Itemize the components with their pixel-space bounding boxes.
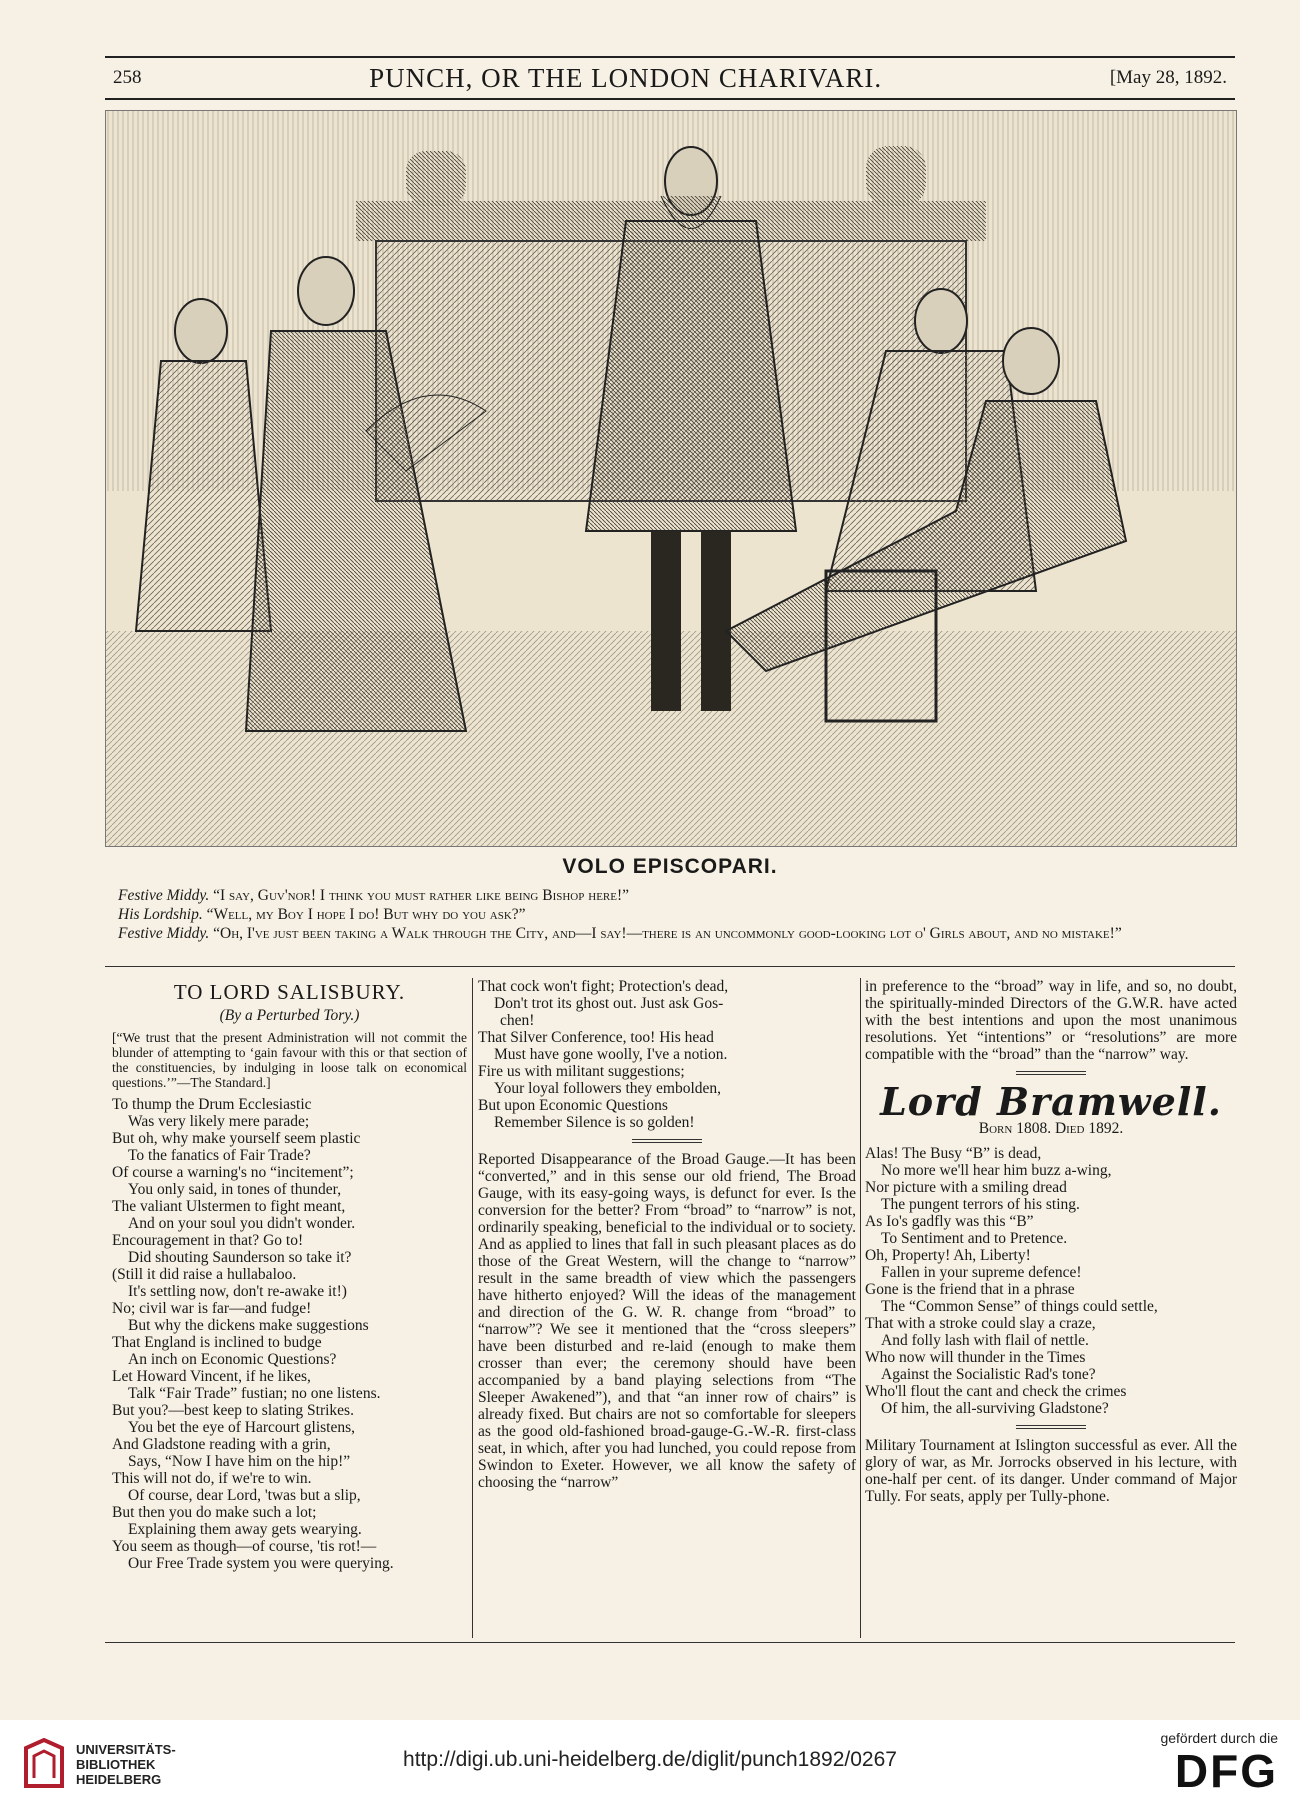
verse-line: Who now will thunder in the Times bbox=[865, 1349, 1086, 1366]
dialogue-line bbox=[118, 905, 1223, 924]
obituary-dates: Born 1808. Died 1892. bbox=[978, 1120, 1124, 1137]
verse-line: Did shouting Saunderson so take it? bbox=[128, 1249, 352, 1266]
library-name-line: BIBLIOTHEK bbox=[76, 1756, 156, 1772]
verse-line: Gone is the friend that in a phrase bbox=[865, 1281, 1075, 1298]
verse-line: Your loyal followers they embolden, bbox=[494, 1080, 722, 1097]
digitization-footer bbox=[0, 1720, 1300, 1808]
bottom-rule bbox=[105, 1642, 1235, 1643]
verse-line: Of course a warning's no “incitement”; bbox=[112, 1164, 354, 1181]
verse-line: To the fanatics of Fair Trade? bbox=[128, 1147, 311, 1164]
source-url[interactable]: http://digi.ub.uni-heidelberg.de/diglit/punch1892/0267 bbox=[403, 1748, 897, 1771]
verse-line: To Sentiment and to Pretence. bbox=[881, 1230, 1068, 1247]
cartoon-drawing bbox=[106, 111, 1236, 846]
vase bbox=[866, 146, 926, 206]
issue-date: [May 28, 1892. bbox=[1109, 67, 1227, 88]
dialogue-text: “I say, Guv'nor! I think you must rather like being Bishop here!” bbox=[213, 887, 630, 904]
verse-line: Must have gone woolly, I've a notion. bbox=[494, 1046, 728, 1063]
verse-line: Explaining them away gets wearying. bbox=[128, 1521, 362, 1538]
verse-line: And on your soul you didn't wonder. bbox=[128, 1215, 356, 1232]
verse-line: Fallen in your supreme defence! bbox=[881, 1264, 1082, 1281]
verse-line: It's settling now, don't re-awake it!) bbox=[128, 1283, 347, 1300]
verse-line: Alas! The Busy “B” is dead, bbox=[865, 1145, 1042, 1162]
verse-line: You seem as though—of course, 'tis rot!— bbox=[112, 1538, 377, 1555]
verse-line: Of him, the all-surviving Gladstone? bbox=[881, 1400, 1109, 1417]
dialogue-line bbox=[118, 886, 1223, 905]
verse-line: That England is inclined to budge bbox=[112, 1334, 322, 1351]
verse-line: Was very likely mere parade; bbox=[128, 1113, 310, 1130]
dialogue-text: “Oh, I've just been taking a Walk through the City, and—I say!—there is an uncommonly good-looking lot o' Girls about, and no mistake!” bbox=[213, 925, 1122, 942]
poem-epigraph: [“We trust that the present Administration will not commit the blunder of attempting to ‘gain favour with this or that section of the constituencies, by indulging in loose talk on economical questions.’”—The Standard.] bbox=[112, 1030, 467, 1090]
column-1 bbox=[112, 978, 467, 1572]
verse-line: Encouragement in that? Go to! bbox=[112, 1232, 304, 1249]
speaker: Festive Middy. bbox=[118, 887, 210, 904]
verse-line: No more we'll hear him buzz a-wing, bbox=[881, 1162, 1112, 1179]
verse-line: That with a stroke could slay a craze, bbox=[865, 1315, 1096, 1332]
verse-line: But why the dickens make suggestions bbox=[128, 1317, 369, 1334]
verse-line: Remember Silence is so golden! bbox=[494, 1114, 695, 1131]
verse-line: The “Common Sense” of things could settle, bbox=[881, 1298, 1158, 1315]
column-divider bbox=[860, 978, 861, 1638]
verse-line: But oh, why make yourself seem plastic bbox=[112, 1130, 361, 1147]
separator bbox=[632, 1139, 702, 1143]
verse-line: Fire us with militant suggestions; bbox=[478, 1063, 685, 1080]
column-2 bbox=[478, 978, 856, 1491]
verse-line: And Gladstone reading with a grin, bbox=[112, 1436, 331, 1453]
verse-line: That Silver Conference, too! His head bbox=[478, 1029, 714, 1046]
verse-line: That cock won't fight; Protection's dead, bbox=[478, 978, 729, 995]
cartoon-title: VOLO EPISCOPARI. bbox=[562, 855, 778, 878]
verse-line: The valiant Ulstermen to fight meant, bbox=[112, 1198, 346, 1215]
verse-line: You only said, in tones of thunder, bbox=[128, 1181, 342, 1198]
article-continuation: in preference to the “broad” way in life, and so, no doubt, the spiritually-minded Directors of the G.W.R. have acted with the best intentions and upon the most unanimous resolutions. Yet “intentions” or “resolutions” are more compatible with the “broad” than the “narrow” way. bbox=[865, 978, 1237, 1063]
verse-line: As Io's gadfly was this “B” bbox=[865, 1213, 1034, 1230]
library-name-line: UNIVERSITÄTS- bbox=[76, 1741, 176, 1757]
dfg-logo: DFG bbox=[1174, 1745, 1278, 1797]
broad-gauge-article: Reported Disappearance of the Broad Gauge.—It has been “converted,” and in this sense our old friend, The Broad Gauge, with its easy-going ways, is defunct for ever. Is the conversion for the better? From “broad” to “narrow” is not, ordinarily speaking, beneficial to the individual or to society. And as applied to lines that fall in such pleasant places as do those of the Great Western, will the change to “narrow” result in the same breadth of view which the passengers have hitherto enjoyed? Will the ideas of the management and direction of the G. W. R. change from “broad” to “narrow”? We see it mentioned that the “cross sleepers” have been disturbed and re-laid (enough to make them crosser than ever; the ceremony should have been accompanied by a band playing selections from “The Sleeper Awakened”), and that “an inner row of chairs” is already fixed. But chairs are not so comfortable for sleepers as the good old-fashioned broad-gauge-G.-W.-R. first-class seat, in which, after you had lunched, you could repose from Swindon to Exeter. However, we all know the safety of choosing the “narrow” bbox=[478, 1151, 856, 1491]
page-header bbox=[105, 60, 1235, 96]
header-top-rule bbox=[105, 56, 1235, 58]
verse-line: Says, “Now I have him on the hip!” bbox=[128, 1453, 351, 1470]
library-name-line: HEIDELBERG bbox=[76, 1771, 162, 1787]
verse-line: Let Howard Vincent, if he likes, bbox=[112, 1368, 311, 1385]
separator bbox=[1016, 1071, 1086, 1075]
separator bbox=[1016, 1425, 1086, 1429]
verse-line: Who'll flout the cant and check the crimes bbox=[865, 1383, 1127, 1400]
section-rule bbox=[105, 966, 1235, 967]
dialogue-text: “Well, my Boy I hope I do! But why do you ask?” bbox=[206, 906, 526, 923]
verse-line: No; civil war is far—and fudge! bbox=[112, 1300, 312, 1317]
poem-lines bbox=[478, 978, 856, 1131]
speaker: Festive Middy. bbox=[118, 925, 210, 942]
verse-line: An inch on Economic Questions? bbox=[128, 1351, 337, 1368]
page-number: 258 bbox=[113, 67, 142, 88]
tournament-notice: Military Tournament at Islington successful as ever. All the glory of war, as Mr. Jorrocks observed in his lecture, with one-half per cent. of its danger. Under command of Major Tully. For seats, apply per Tully-phone. bbox=[865, 1437, 1237, 1505]
poem-title: TO LORD SALISBURY. bbox=[173, 980, 406, 1004]
vase bbox=[406, 151, 466, 206]
column-divider bbox=[472, 978, 473, 1638]
poem-lines bbox=[865, 1145, 1237, 1417]
speaker: His Lordship. bbox=[118, 906, 203, 923]
verse-line: Talk “Fair Trade” fustian; no one listens. bbox=[128, 1385, 381, 1402]
verse-line: Don't trot its ghost out. Just ask Gos- bbox=[494, 995, 724, 1012]
poem-byline: (By a Perturbed Tory.) bbox=[219, 1007, 360, 1024]
verse-line: But upon Economic Questions bbox=[478, 1097, 668, 1114]
poem-lines bbox=[112, 1096, 467, 1572]
verse-line: And folly lash with flail of nettle. bbox=[881, 1332, 1089, 1349]
verse-line: But then you do make such a lot; bbox=[112, 1504, 317, 1521]
verse-line: Against the Socialistic Rad's tone? bbox=[881, 1366, 1096, 1383]
dialogue-line bbox=[118, 924, 1223, 943]
obituary-title: Lord Bramwell. bbox=[880, 1079, 1222, 1124]
verse-line: (Still it did raise a hullabaloo. bbox=[112, 1266, 297, 1283]
verse-line: To thump the Drum Ecclesiastic bbox=[112, 1096, 312, 1113]
verse-line: You bet the eye of Harcourt glistens, bbox=[128, 1419, 356, 1436]
verse-line: chen! bbox=[500, 1012, 535, 1029]
verse-line: Nor picture with a smiling dread bbox=[865, 1179, 1067, 1196]
funder-block bbox=[1160, 1730, 1278, 1796]
masthead-title: PUNCH, OR THE LONDON CHARIVARI. bbox=[369, 62, 883, 93]
verse-line: Our Free Trade system you were querying. bbox=[128, 1555, 394, 1572]
verse-line: This will not do, if we're to win. bbox=[112, 1470, 312, 1487]
verse-line: Oh, Property! Ah, Liberty! bbox=[865, 1247, 1031, 1264]
cartoon-dialogue bbox=[118, 886, 1223, 943]
verse-line: The pungent terrors of his sting. bbox=[881, 1196, 1080, 1213]
funder-text: gefördert durch die bbox=[1160, 1730, 1278, 1746]
cartoon-illustration bbox=[105, 110, 1237, 847]
header-bottom-rule bbox=[105, 98, 1235, 100]
verse-line: Of course, dear Lord, 'twas but a slip, bbox=[128, 1487, 361, 1504]
verse-line: But you?—best keep to slating Strikes. bbox=[112, 1402, 354, 1419]
column-3 bbox=[865, 978, 1237, 1505]
